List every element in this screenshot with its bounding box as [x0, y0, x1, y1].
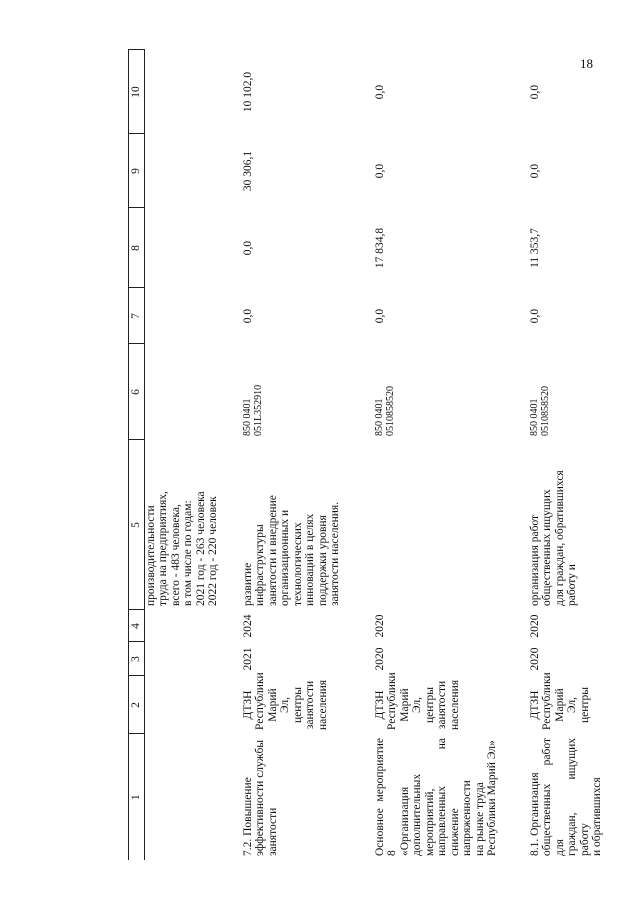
cell-c8: 11 353,7: [528, 228, 541, 268]
col-header-4: 4: [129, 610, 145, 642]
cell-line: центры: [291, 686, 304, 724]
cell-line: мероприятий,: [423, 788, 436, 856]
cell-line: 850 0401: [373, 398, 385, 436]
cell-line: занятости: [436, 680, 448, 730]
cell-c3: 2021: [241, 647, 254, 671]
cell-c4: 2020: [373, 614, 386, 638]
cell-line: для граждан, обратившихся: [553, 470, 566, 606]
cell-line: занятости населения.: [329, 501, 341, 606]
table-row: [501, 50, 606, 860]
col-header-6: 6: [129, 344, 145, 440]
table-row: [344, 50, 501, 860]
cell-line: Марий Эл,: [398, 688, 423, 722]
cell-line: в том числе по годам:: [182, 500, 194, 606]
cell-c2: [501, 672, 606, 734]
cell-c7: [144, 288, 222, 344]
cell-c2: [222, 672, 344, 734]
cell-line: всего - 483 человека,: [169, 504, 182, 606]
cell-c8: 0,0: [241, 240, 254, 256]
cell-line: направленных на снижение: [436, 738, 461, 856]
cell-line: граждан, ищущих работу: [566, 738, 591, 856]
cell-line: Республики: [541, 672, 553, 730]
cell-line: Основное мероприятие 8: [373, 738, 398, 856]
cell-c5: [344, 440, 501, 610]
col-header-9: 9: [129, 134, 145, 208]
cell-c2: [144, 676, 222, 734]
cell-c1: [344, 734, 501, 860]
cell-line: 051L352910: [252, 384, 264, 436]
column-number-row: [129, 50, 145, 860]
cell-c1: [501, 734, 606, 860]
cell-c6: [144, 344, 222, 440]
cell-c10: 10 102,0: [241, 71, 254, 113]
rotated-table-container: [128, 50, 639, 860]
cell-line: организация работ: [528, 514, 541, 606]
cell-line: технологических: [291, 522, 304, 606]
cell-c6: [344, 344, 501, 440]
cell-line: и обратившихся: [591, 777, 603, 856]
cell-line: 8.1. Организация: [528, 772, 541, 856]
cell-c2: [344, 672, 501, 734]
col-header-10: 10: [129, 50, 145, 134]
cell-c9: 0,0: [373, 163, 386, 179]
cell-c9: 0,0: [528, 163, 541, 179]
cell-line: занятости: [304, 680, 316, 730]
cell-c5: [222, 440, 344, 610]
cell-c4: 2024: [241, 614, 254, 638]
cell-line: на рынке труда: [473, 782, 486, 856]
cell-line: населения: [316, 679, 329, 730]
cell-line: Марий Эл,: [266, 688, 291, 722]
cell-line: 0510858520: [539, 386, 551, 436]
cell-line: 850 0401: [241, 398, 253, 436]
cell-c3: [144, 642, 222, 676]
cell-line: ДТЗН: [528, 690, 541, 720]
cell-c9: [144, 134, 222, 208]
cell-line: организационных и: [279, 509, 291, 606]
cell-line: 2021 год - 263 человека: [194, 491, 207, 606]
cell-line: 7.2. Повышение: [241, 777, 254, 856]
cell-line: развитие: [241, 562, 254, 606]
table-row: [144, 50, 222, 860]
cell-line: центры: [578, 686, 591, 724]
cell-c10: 0,0: [528, 84, 541, 100]
cell-line: 2022 год - 220 человек: [207, 496, 219, 606]
cell-line: Республики: [254, 672, 266, 730]
cell-c3: 2020: [528, 647, 541, 671]
cell-line: 0510858520: [384, 386, 396, 436]
cell-line: напряженности: [461, 780, 473, 856]
cell-line: населения: [448, 679, 461, 730]
cell-c5: [501, 440, 606, 610]
cell-line: центры: [423, 686, 436, 724]
cell-line: общественных ищущих: [541, 489, 553, 606]
cell-c6: [222, 344, 344, 440]
cell-c10: [144, 50, 222, 134]
cell-line: «Организация: [398, 786, 411, 856]
cell-line: инфраструктуры: [254, 524, 266, 606]
cell-c7: 0,0: [241, 308, 254, 324]
col-header-8: 8: [129, 208, 145, 288]
cell-line: занятости: [266, 807, 279, 856]
cell-c3: 2020: [373, 647, 386, 671]
cell-c10: 0,0: [373, 84, 386, 100]
cell-line: занятости и внедрение: [266, 495, 279, 606]
cell-line: инноваций в целях: [304, 513, 316, 606]
cell-line: Марий Эл,: [553, 688, 578, 722]
cell-c6: [501, 344, 606, 440]
col-header-3: 3: [129, 642, 145, 676]
cell-c8: 17 834,8: [373, 227, 386, 269]
cell-line: ДТЗН: [373, 690, 386, 720]
cell-line: 850 0401: [528, 398, 540, 436]
cell-c8: [144, 208, 222, 288]
cell-c7: 0,0: [373, 308, 386, 324]
cell-c1: [144, 734, 222, 860]
cell-line: поддержки уровня: [316, 515, 329, 606]
cell-line: производительности: [144, 505, 157, 606]
cell-line: Республики Марий Эл»: [486, 740, 498, 856]
cell-c1: [222, 734, 344, 860]
col-header-2: 2: [129, 676, 145, 734]
cell-c4: 2020: [528, 614, 541, 638]
cell-c5: [144, 440, 222, 610]
cell-line: дополнительных: [411, 773, 423, 856]
col-header-5: 5: [129, 440, 145, 610]
cell-line: эффективности службы: [254, 739, 266, 856]
cell-line: Республики: [386, 672, 398, 730]
cell-line: работу и: [566, 564, 578, 606]
col-header-7: 7: [129, 288, 145, 344]
program-table: [128, 50, 606, 861]
cell-line: общественных работ для: [541, 738, 566, 856]
cell-c7: 0,0: [528, 308, 541, 324]
col-header-1: 1: [129, 734, 145, 860]
page-number: 18: [580, 56, 593, 71]
cell-line: ДТЗН: [241, 690, 254, 720]
table-row: [222, 50, 344, 860]
cell-line: труда на предприятиях,: [157, 491, 169, 606]
cell-c4: [144, 610, 222, 642]
cell-c9: 30 306,1: [241, 150, 254, 192]
